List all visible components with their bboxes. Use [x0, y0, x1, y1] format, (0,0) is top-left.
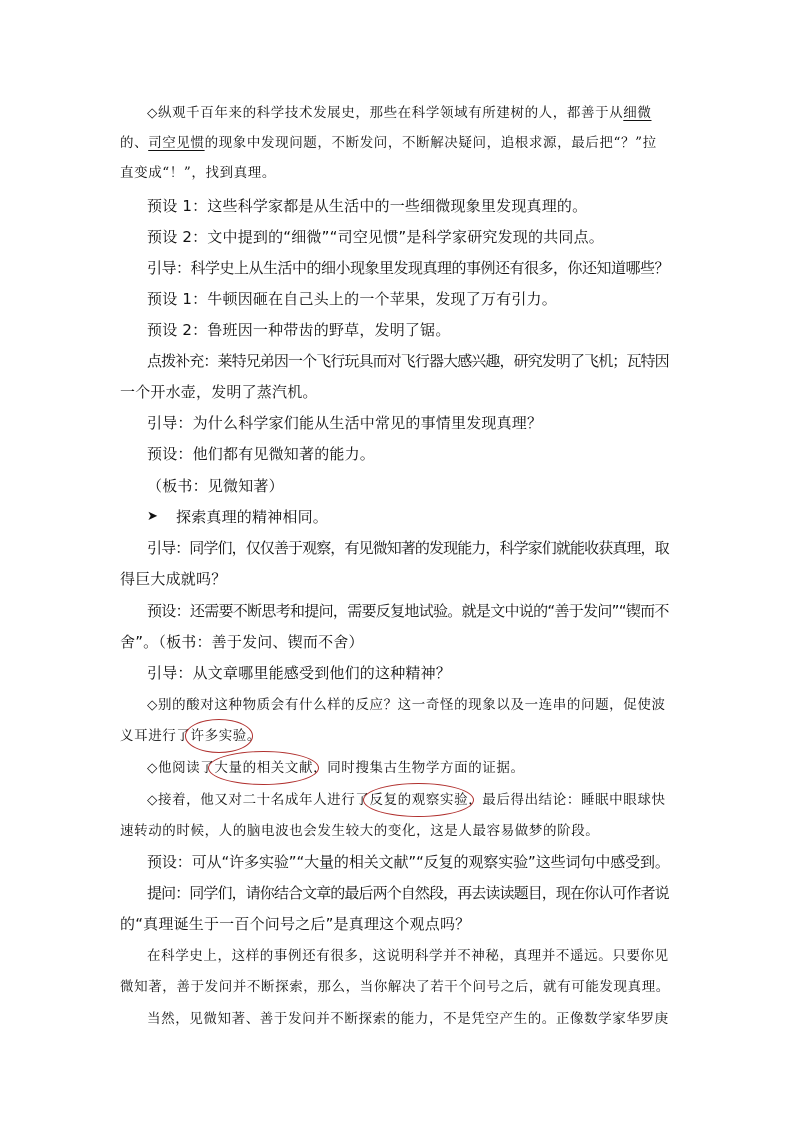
paragraph-line: 引导：从文章哪里能感受到他们的这种精神？ [147, 664, 452, 682]
circled-phrase: 大量的相关文献 [214, 760, 314, 776]
quote-text: ◇纵观千百年来的科学技术发展史，那些在科学领域有所建树的人，都善于从 [147, 105, 624, 121]
underlined-phrase: 细微 [623, 105, 652, 121]
circled-phrase: 反复的观察实验 [369, 792, 469, 808]
quote-text: 的、 [120, 135, 149, 151]
arrow-bullet-icon: ➤ [147, 509, 158, 524]
board-note: （板书：见微知著） [147, 477, 284, 495]
paragraph-line: 预设 1：这些科学家都是从生活中的一些细微现象里发现真理的。 [147, 197, 588, 215]
paragraph-line: 点拨补充：莱特兄弟因一个飞行玩具而对飞行器大感兴趣，研究发明了飞机；瓦特因 [147, 352, 669, 370]
paragraph-line: 预设 2：鲁班因一种带齿的野草，发明了锯。 [147, 321, 451, 339]
quote-line: 微知著，善于发问并不断探索，那么，当你解决了若干个问号之后，就有可能发现真理。 [120, 979, 670, 995]
quote-text: ，同时搜集古生物学方面的证据。 [313, 760, 525, 776]
quote-line: 在科学史上，这样的事例还有很多，这说明科学并不神秘，真理并不遥远。只要你见 [147, 948, 669, 964]
quote-text: ，最后得出结论：睡眠中眼球快 [468, 792, 666, 808]
quote-line [147, 103, 651, 123]
quote-line: 速转动的时候，人的脑电波也会发生较大的变化，这是人最容易做梦的阶段。 [120, 823, 600, 839]
paragraph-line: 一个开水壶，发明了蒸汽机。 [120, 383, 318, 401]
paragraph-line: 预设：他们都有见微知著的能力。 [147, 445, 376, 463]
paragraph-line: 预设 1：牛顿因砸在自己头上的一个苹果，发现了万有引力。 [147, 290, 557, 308]
quote-line [120, 133, 657, 153]
paragraph-line: 得巨大成就吗？ [120, 570, 227, 588]
quote-text: ◇接着，他又对二十名成年人进行了 [147, 792, 370, 808]
paragraph-line: 预设：还需要不断思考和提问，需要反复地试验。就是文中说的“善于发问”“锲而不 [147, 602, 669, 620]
section-heading: 探索真理的精神相同。 [176, 508, 329, 526]
quote-text: 义耳进行了 [120, 728, 191, 744]
quote-line: ◇别的酸对这种物质会有什么样的反应？这一奇怪的现象以及一连串的问题，促使波 [147, 697, 666, 713]
quote-text: 的现象中发现问题，不断发问，不断解决疑问，追根求源，最后把“？”拉 [204, 135, 657, 151]
paragraph-line: 引导：同学们，仅仅善于观察，有见微知著的发现能力，科学家们就能收获真理，取 [147, 539, 669, 557]
paragraph-line: 提问：同学们，请你结合文章的最后两个自然段，再去读读题目，现在你认可作者说 [147, 884, 669, 902]
quote-line: 直变成“！”，找到真理。 [120, 165, 277, 181]
quote-line [147, 758, 525, 778]
quote-line: 当然，见微知著、善于发问并不断探索的能力，不是凭空产生的。正像数学家华罗庚 [147, 1011, 669, 1027]
paragraph-line: 引导：为什么科学家们能从生活中常见的事情里发现真理？ [147, 414, 543, 432]
circled-phrase: 许多实验 [190, 728, 247, 744]
paragraph-line: 的“真理诞生于一百个问号之后”是真理这个观点吗？ [120, 915, 471, 933]
quote-line [120, 726, 261, 746]
paragraph-line: 引导：科学史上从生活中的细小现象里发现真理的事例还有很多，你还知道哪些？ [147, 259, 670, 277]
underlined-phrase: 司空见惯 [148, 135, 205, 151]
quote-text: ◇他阅读了 [147, 760, 215, 776]
quote-line [147, 790, 666, 810]
paragraph-line: 预设：可从“许多实验”“大量的相关文献”“反复的观察实验”这些词句中感受到。 [147, 853, 670, 871]
paragraph-line: 舍”。（板书：善于发问、锲而不舍） [120, 633, 364, 651]
paragraph-line: 预设 2：文中提到的“细微”“司空见惯”是科学家研究发现的共同点。 [147, 228, 604, 246]
quote-text: 。 [246, 728, 262, 744]
